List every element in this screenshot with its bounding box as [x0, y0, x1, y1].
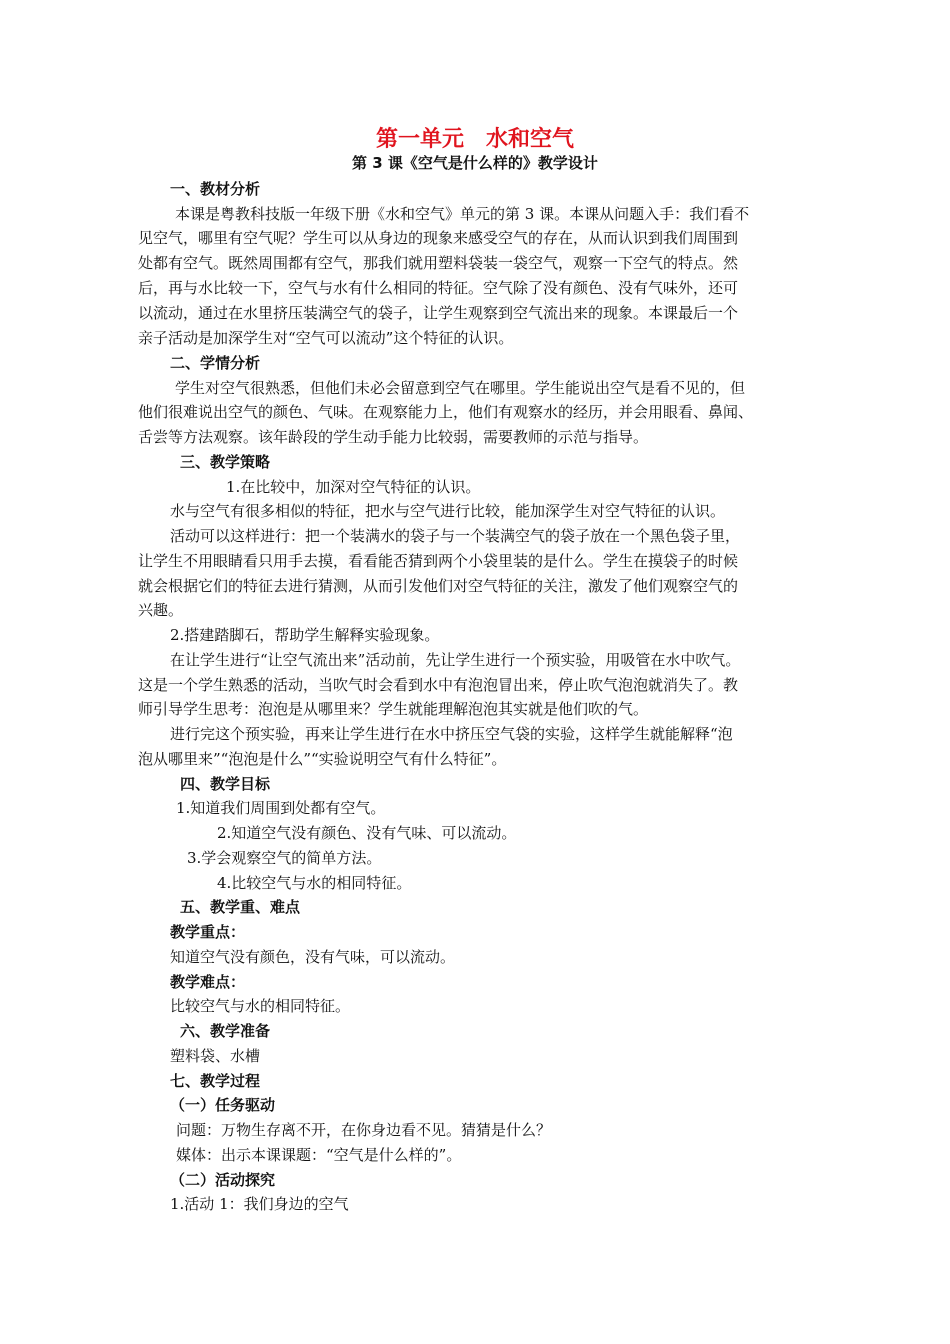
section-heading-process: 七、教学过程	[170, 1072, 261, 1090]
document-subtitle: 第 3 课《空气是什么样的》教学设计	[352, 154, 598, 172]
difficulty-text: 比较空气与水的相同特征。	[170, 997, 351, 1015]
paragraph-line: 舌尝等方法观察。该年龄段的学生动手能力比较弱，需要教师的示范与指导。	[138, 428, 649, 446]
section-heading-objectives: 四、教学目标	[180, 775, 271, 793]
paragraph-line: 师引导学生思考：泡泡是从哪里来？学生就能理解泡泡其实就是他们吹的气。	[138, 700, 649, 718]
activity-line: 1.活动 1：我们身边的空气	[170, 1195, 349, 1213]
paragraph-line: 泡从哪里来”“泡泡是什么”“实验说明空气有什么特征”。	[138, 750, 507, 768]
paragraph-line: 见空气，哪里有空气呢？学生可以从身边的现象来感受空气的存在，从而认识到我们周围到	[138, 229, 739, 247]
preparation-text: 塑料袋、水槽	[170, 1047, 261, 1065]
paragraph-line: 让学生不用眼睛看只用手去摸，看看能否猜到两个小袋里装的是什么。学生在摸袋子的时候	[138, 552, 739, 570]
objective-item: 4.比较空气与水的相同特征。	[217, 874, 412, 892]
paragraph-line: 进行完这个预实验，再来让学生进行在水中挤压空气袋的实验，这样学生就能解释“泡	[170, 725, 733, 743]
section-heading-strategy: 三、教学策略	[180, 453, 271, 471]
paragraph-line: 就会根据它们的特征去进行猜测，从而引发他们对空气特征的关注，激发了他们观察空气的	[138, 577, 739, 595]
section-heading-materials: 一、教材分析	[170, 180, 261, 198]
paragraph-line: 学生对空气很熟悉，但他们未必会留意到空气在哪里。学生能说出空气是看不见的，但	[175, 379, 746, 397]
key-point-text: 知道空气没有颜色，没有气味，可以流动。	[170, 948, 456, 966]
section-heading-keypoints: 五、教学重、难点	[180, 898, 301, 916]
question-line: 问题：万物生存离不开，在你身边看不见。猜猜是什么？	[176, 1121, 552, 1139]
section-heading-students: 二、学情分析	[170, 354, 261, 372]
objective-item: 3.学会观察空气的简单方法。	[187, 849, 382, 867]
paragraph-line: 兴趣。	[138, 601, 184, 619]
objective-item: 1.知道我们周围到处都有空气。	[176, 799, 386, 817]
paragraph-line: 2.搭建踏脚石，帮助学生解释实验现象。	[170, 626, 440, 644]
paragraph-line: 后，再与水比较一下，空气与水有什么相同的特征。空气除了没有颜色、没有气味外，还可	[138, 279, 739, 297]
subheading-task: （一）任务驱动	[170, 1096, 276, 1114]
paragraph-line: 本课是粤教科技版一年级下册《水和空气》单元的第 3 课。本课从问题入手：我们看不	[175, 205, 750, 223]
subheading-activity: （二）活动探究	[170, 1171, 276, 1189]
paragraph-line: 活动可以这样进行：把一个装满水的袋子与一个装满空气的袋子放在一个黑色袋子里，	[170, 527, 741, 545]
key-point-label: 教学重点：	[170, 923, 246, 941]
paragraph-line: 以流动，通过在水里挤压装满空气的袋子，让学生观察到空气流出来的现象。本课最后一个	[138, 304, 739, 322]
section-heading-preparation: 六、教学准备	[180, 1022, 271, 1040]
document-title: 第一单元 水和空气	[375, 127, 574, 152]
paragraph-line: 在让学生进行“让空气流出来”活动前，先让学生进行一个预实验，用吸管在水中吹气。	[170, 651, 741, 669]
objective-item: 2.知道空气没有颜色、没有气味、可以流动。	[217, 824, 517, 842]
media-line: 媒体：出示本课课题：“空气是什么样的”。	[176, 1146, 462, 1164]
paragraph-line: 亲子活动是加深学生对“空气可以流动”这个特征的认识。	[138, 329, 514, 347]
difficulty-label: 教学难点：	[170, 973, 246, 991]
paragraph-line: 1.在比较中，加深对空气特征的认识。	[226, 478, 481, 496]
paragraph-line: 他们很难说出空气的颜色、气味。在观察能力上，他们有观察水的经历，并会用眼看、鼻闻、	[138, 403, 754, 421]
paragraph-line: 这是一个学生熟悉的活动，当吹气时会看到水中有泡泡冒出来，停止吹气泡泡就消失了。教	[138, 676, 739, 694]
paragraph-line: 水与空气有很多相似的特征，把水与空气进行比较，能加深学生对空气特征的认识。	[170, 502, 726, 520]
paragraph-line: 处都有空气。既然周围都有空气，那我们就用塑料袋装一袋空气，观察一下空气的特点。然	[138, 254, 739, 272]
